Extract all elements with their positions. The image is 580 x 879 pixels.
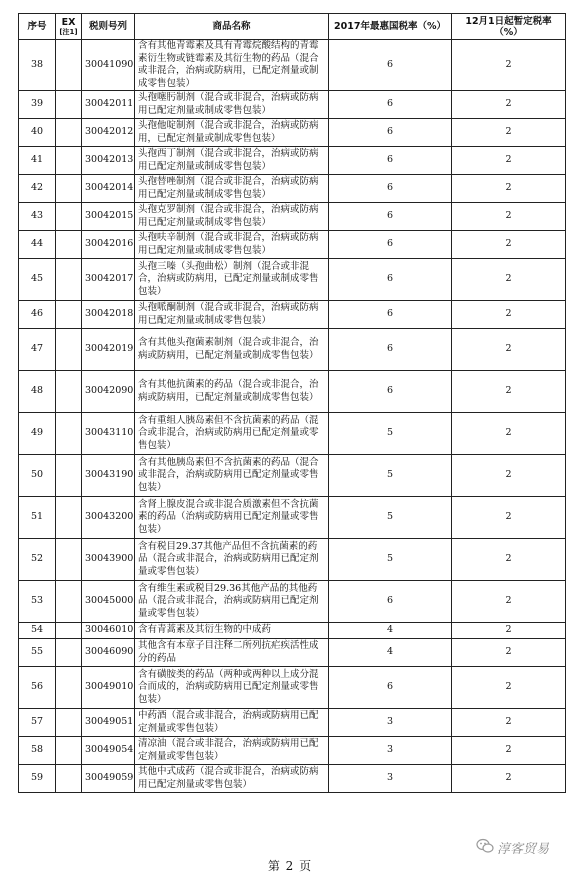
row-index: 45 [19, 259, 56, 301]
table-row [19, 455, 566, 497]
row-code: 30042016 [82, 231, 135, 259]
row-rate-dec: 2 [452, 581, 566, 623]
table-row [19, 413, 566, 455]
wechat-icon [476, 838, 494, 854]
row-index: 54 [19, 623, 56, 639]
table-row [19, 175, 566, 203]
row-index: 42 [19, 175, 56, 203]
row-ex [56, 539, 82, 581]
row-rate-dec: 2 [452, 765, 566, 793]
row-name: 清凉油（混合或非混合，治病或防病用已配定剂量或零售包装） [135, 737, 329, 765]
row-name: 头孢哌酮制剂（混合或非混合，治病或防病用已配定剂量或制成零售包装） [135, 301, 329, 329]
table-row [19, 301, 566, 329]
table-row [19, 765, 566, 793]
row-rate-dec: 2 [452, 371, 566, 413]
table-row [19, 231, 566, 259]
row-code: 30046090 [82, 639, 135, 667]
row-rate-2017: 6 [329, 203, 452, 231]
row-index: 58 [19, 737, 56, 765]
page-number: 第 2 页 [267, 859, 313, 873]
row-rate-2017: 3 [329, 709, 452, 737]
header-rate-2017: 2017年最惠国税率（%） [329, 14, 452, 40]
row-rate-2017: 6 [329, 119, 452, 147]
row-index: 57 [19, 709, 56, 737]
row-ex [56, 203, 82, 231]
row-rate-2017: 6 [329, 40, 452, 91]
header-index: 序号 [19, 14, 56, 40]
row-code: 30042017 [82, 259, 135, 301]
row-index: 46 [19, 301, 56, 329]
row-index: 40 [19, 119, 56, 147]
row-rate-dec: 2 [452, 709, 566, 737]
row-rate-dec: 2 [452, 231, 566, 259]
row-rate-dec: 2 [452, 413, 566, 455]
header-rate-dec: 12月1日起暂定税率（%） [452, 14, 566, 40]
row-index: 53 [19, 581, 56, 623]
row-rate-dec: 2 [452, 737, 566, 765]
row-name: 头孢他啶制剂（混合或非混合，治病或防病用，已配定剂量或制成零售包装） [135, 119, 329, 147]
row-rate-2017: 4 [329, 639, 452, 667]
row-name: 含有其他青霉素及具有青霉烷酸结构的青霉素衍生物或链霉素及其衍生物的药品（混合或非混合，治病或防病用，已配定剂量或制成零售包装） [135, 40, 329, 91]
table-row [19, 203, 566, 231]
row-name: 含有税目29.37其他产品但不含抗菌素的药品（混合或非混合，治病或防病用已配定剂量或零售包装） [135, 539, 329, 581]
row-index: 39 [19, 91, 56, 119]
table-row [19, 40, 566, 91]
row-name: 头孢替唑制剂（混合或非混合，治病或防病用已配定剂量或制成零售包装） [135, 175, 329, 203]
row-code: 30043110 [82, 413, 135, 455]
header-name: 商品名称 [135, 14, 329, 40]
row-rate-dec: 2 [452, 639, 566, 667]
row-name: 含有其他头孢菌素制剂（混合或非混合，治病或防病用，已配定剂量或制成零售包装） [135, 329, 329, 371]
row-index: 38 [19, 40, 56, 91]
row-index: 55 [19, 639, 56, 667]
row-rate-2017: 5 [329, 539, 452, 581]
row-code: 30042015 [82, 203, 135, 231]
row-code: 30042011 [82, 91, 135, 119]
row-ex [56, 301, 82, 329]
row-code: 30042019 [82, 329, 135, 371]
row-ex [56, 413, 82, 455]
row-ex [56, 581, 82, 623]
row-code: 30045000 [82, 581, 135, 623]
table-row [19, 623, 566, 639]
row-rate-2017: 6 [329, 175, 452, 203]
row-name: 其他含有本章子目注释二所列抗疟疾活性成分的药品 [135, 639, 329, 667]
row-ex [56, 147, 82, 175]
row-code: 30041090 [82, 40, 135, 91]
row-ex [56, 119, 82, 147]
row-name: 含有其他胰岛素但不含抗菌素的药品（混合或非混合，治病或防病用已配定剂量或零售包装） [135, 455, 329, 497]
row-ex [56, 231, 82, 259]
row-index: 48 [19, 371, 56, 413]
row-rate-2017: 5 [329, 497, 452, 539]
row-rate-2017: 3 [329, 765, 452, 793]
header-ex-label: EX [61, 17, 76, 28]
row-code: 30049010 [82, 667, 135, 709]
row-name: 头孢呋辛制剂（混合或非混合，治病或防病用已配定剂量或制成零售包装） [135, 231, 329, 259]
row-ex [56, 737, 82, 765]
row-rate-2017: 4 [329, 623, 452, 639]
row-code: 30042014 [82, 175, 135, 203]
row-name: 含有维生素或税目29.36其他产品的其他药品（混合或非混合，治病或防病用已配定剂量或零售包装） [135, 581, 329, 623]
row-name: 含有磺胺类的药品（两种或两种以上成分混合而成的，治病或防病用已配定剂量或零售包装） [135, 667, 329, 709]
row-rate-2017: 6 [329, 329, 452, 371]
row-index: 41 [19, 147, 56, 175]
row-index: 47 [19, 329, 56, 371]
table-row [19, 329, 566, 371]
row-code: 30043200 [82, 497, 135, 539]
row-name: 头孢西丁制剂（混合或非混合，治病或防病用已配定剂量或制成零售包装） [135, 147, 329, 175]
tariff-table [18, 13, 566, 793]
row-index: 50 [19, 455, 56, 497]
row-code: 30046010 [82, 623, 135, 639]
row-name: 含有青蒿素及其衍生物的中成药 [135, 623, 329, 639]
row-name: 头孢克罗制剂（混合或非混合，治病或防病用已配定剂量或制成零售包装） [135, 203, 329, 231]
row-rate-dec: 2 [452, 175, 566, 203]
row-rate-2017: 5 [329, 455, 452, 497]
row-code: 30042012 [82, 119, 135, 147]
row-rate-2017: 6 [329, 147, 452, 175]
row-name: 头孢噻肟制剂（混合或非混合，治病或防病用已配定剂量或制成零售包装） [135, 91, 329, 119]
row-ex [56, 40, 82, 91]
table-row [19, 639, 566, 667]
table-row [19, 737, 566, 765]
row-rate-dec: 2 [452, 497, 566, 539]
row-code: 30049054 [82, 737, 135, 765]
table-row [19, 539, 566, 581]
row-index: 43 [19, 203, 56, 231]
row-index: 49 [19, 413, 56, 455]
row-ex [56, 91, 82, 119]
row-rate-2017: 6 [329, 301, 452, 329]
row-rate-2017: 5 [329, 413, 452, 455]
row-ex [56, 259, 82, 301]
row-ex [56, 329, 82, 371]
row-name: 含有重组人胰岛素但不含抗菌素的药品（混合或非混合，治病或防病用已配定剂量或零售包装） [135, 413, 329, 455]
row-ex [56, 765, 82, 793]
row-rate-dec: 2 [452, 91, 566, 119]
row-ex [56, 497, 82, 539]
row-rate-dec: 2 [452, 667, 566, 709]
table-row [19, 581, 566, 623]
row-name: 头孢三嗪（头孢曲松）制剂（混合或非混合，治病或防病用，已配定剂量或制成零售包装） [135, 259, 329, 301]
row-code: 30042018 [82, 301, 135, 329]
row-rate-dec: 2 [452, 455, 566, 497]
row-rate-2017: 6 [329, 581, 452, 623]
row-code: 30049051 [82, 709, 135, 737]
row-name: 其他中式成药（混合或非混合，治病或防病用已配定剂量或零售包装） [135, 765, 329, 793]
row-rate-2017: 6 [329, 667, 452, 709]
row-ex [56, 623, 82, 639]
table-row [19, 119, 566, 147]
row-rate-dec: 2 [452, 119, 566, 147]
row-rate-dec: 2 [452, 203, 566, 231]
row-name: 含肾上腺皮混合或非混合质激素但不含抗菌素的药品（治病或防病用已配定剂量或零售包装） [135, 497, 329, 539]
row-ex [56, 667, 82, 709]
table-row [19, 147, 566, 175]
row-code: 30049059 [82, 765, 135, 793]
row-index: 44 [19, 231, 56, 259]
row-index: 56 [19, 667, 56, 709]
header-ex-note: [注1] [59, 28, 78, 36]
row-rate-2017: 6 [329, 91, 452, 119]
row-index: 59 [19, 765, 56, 793]
row-rate-2017: 6 [329, 371, 452, 413]
header-ex [56, 14, 82, 40]
row-ex [56, 709, 82, 737]
header-code: 税则号列 [82, 14, 135, 40]
table-row [19, 497, 566, 539]
row-ex [56, 371, 82, 413]
row-code: 30043190 [82, 455, 135, 497]
table-body [19, 40, 566, 793]
table-row [19, 709, 566, 737]
table-row [19, 259, 566, 301]
row-ex [56, 455, 82, 497]
row-rate-2017: 6 [329, 231, 452, 259]
row-ex [56, 175, 82, 203]
row-rate-dec: 2 [452, 147, 566, 175]
table-row [19, 371, 566, 413]
row-code: 30042013 [82, 147, 135, 175]
row-code: 30043900 [82, 539, 135, 581]
row-rate-dec: 2 [452, 259, 566, 301]
table-row [19, 667, 566, 709]
row-rate-dec: 2 [452, 539, 566, 581]
row-rate-dec: 2 [452, 301, 566, 329]
row-index: 51 [19, 497, 56, 539]
row-rate-dec: 2 [452, 329, 566, 371]
row-name: 中药酒（混合或非混合，治病或防病用已配定剂量或零售包装） [135, 709, 329, 737]
watermark-text: 淳客贸易 [497, 842, 550, 857]
row-code: 30042090 [82, 371, 135, 413]
row-ex [56, 639, 82, 667]
row-index: 52 [19, 539, 56, 581]
table-row [19, 91, 566, 119]
table-header [19, 14, 566, 40]
row-rate-2017: 6 [329, 259, 452, 301]
row-rate-dec: 2 [452, 623, 566, 639]
row-rate-dec: 2 [452, 40, 566, 91]
row-name: 含有其他抗菌素的药品（混合或非混合，治病或防病用，已配定剂量或制成零售包装） [135, 371, 329, 413]
row-rate-2017: 3 [329, 737, 452, 765]
